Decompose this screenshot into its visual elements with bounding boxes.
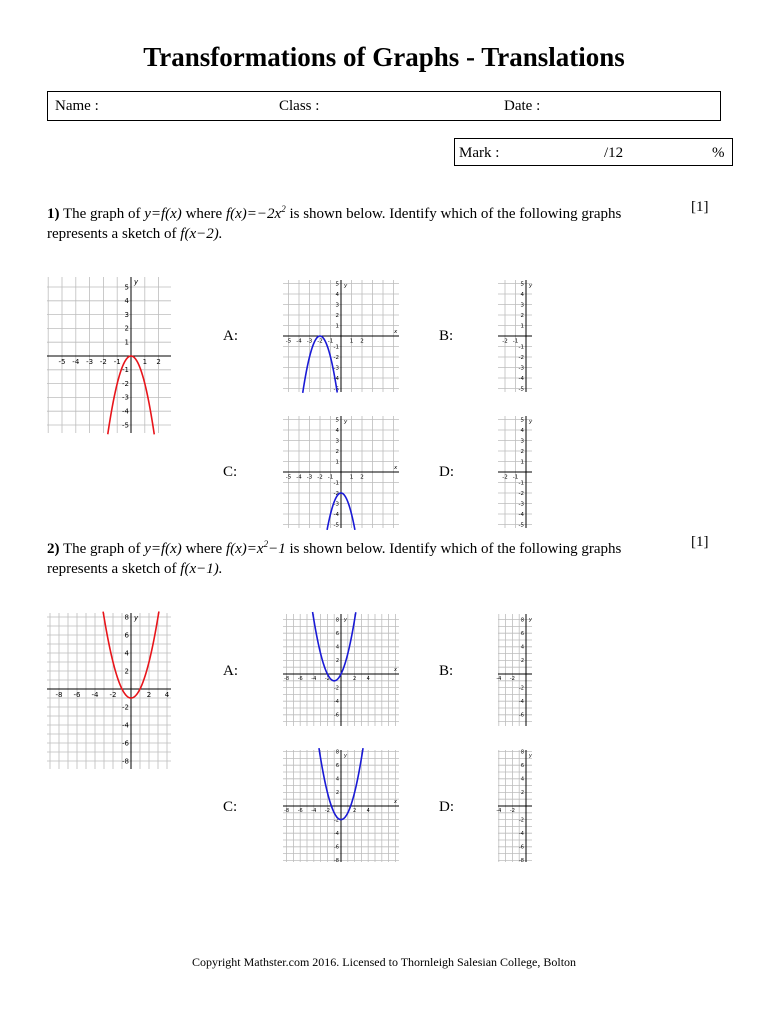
question-text: The graph of	[62, 206, 141, 222]
q1-option-c-graph[interactable]	[283, 416, 399, 528]
y-tick-label: 4	[520, 291, 524, 298]
y-tick-label: 8	[520, 749, 524, 756]
y-tick-label: -4	[333, 375, 339, 382]
equation: $f(x)=x^2-1$	[225, 539, 286, 557]
x-tick-label: -2	[324, 808, 330, 814]
x-tick-label: -5	[58, 358, 66, 366]
y-tick-label: -6	[334, 712, 339, 719]
option-b-label[interactable]: B:	[439, 663, 454, 679]
y-axis-label: y	[344, 283, 348, 289]
x-tick-label: -3	[86, 358, 94, 366]
question-number: 1)	[47, 206, 60, 222]
equation: $f(x)=-2x^2$	[225, 204, 286, 222]
equation: y=f(x)	[144, 541, 182, 557]
y-tick-label: -2	[333, 490, 339, 497]
y-tick-label: 3	[335, 438, 339, 445]
y-tick-label: 8	[124, 613, 129, 622]
y-tick-label: 2	[124, 667, 129, 676]
y-tick-label: -2	[122, 379, 129, 388]
y-tick-label: -2	[518, 490, 524, 497]
x-tick-label: -4	[311, 808, 317, 814]
y-tick-label: -4	[334, 698, 339, 705]
q1-given-graph	[47, 277, 171, 433]
x-tick-label: -2	[109, 691, 117, 699]
copyright-footer: Copyright Mathster.com 2016. Licensed to Thornleigh Salesian College, Bolton	[191, 955, 577, 969]
question-number: 2)	[47, 541, 60, 557]
x-tick-label: -4	[72, 358, 80, 366]
y-tick-label: -8	[334, 858, 339, 865]
equation: f(x−2).	[180, 226, 223, 242]
y-axis-label: y	[529, 419, 533, 425]
y-tick-label: 3	[520, 302, 524, 309]
y-tick-label: 4	[335, 291, 339, 298]
y-tick-label: 2	[520, 312, 524, 319]
y-tick-label: -2	[519, 685, 524, 692]
option-c-label[interactable]: C:	[223, 464, 238, 480]
y-tick-label: -8	[122, 757, 129, 766]
question-1-marks: [1]	[691, 199, 709, 215]
y-tick-label: 3	[124, 310, 129, 319]
y-tick-label: 4	[520, 644, 524, 651]
class-label: Class :	[279, 98, 320, 114]
option-a-label[interactable]: A:	[223, 328, 238, 344]
x-tick-label: -2	[509, 808, 515, 814]
x-tick-label: -5	[285, 474, 292, 481]
x-tick-label: 2	[360, 474, 364, 481]
y-tick-label: -5	[518, 522, 524, 529]
y-tick-label: -4	[122, 407, 129, 416]
y-tick-label: 4	[335, 644, 339, 651]
y-tick-label: 1	[335, 323, 339, 330]
y-tick-label: 4	[520, 776, 524, 783]
y-tick-label: -6	[519, 712, 524, 719]
question-1-text	[47, 199, 687, 244]
y-tick-label: 2	[520, 658, 524, 665]
x-tick-label: -3	[306, 474, 313, 481]
x-tick-label: -4	[496, 808, 502, 814]
y-tick-label: -4	[518, 511, 524, 518]
x-tick-label: 4	[366, 808, 370, 814]
y-tick-label: 6	[124, 631, 129, 640]
y-tick-label: -3	[122, 393, 129, 402]
y-tick-label: -1	[333, 480, 339, 487]
y-tick-label: 1	[335, 459, 339, 466]
x-tick-label: 2	[353, 808, 357, 814]
x-tick-label: -5	[285, 338, 292, 345]
y-tick-label: 5	[335, 281, 339, 288]
y-tick-label: -4	[518, 375, 524, 382]
x-axis-label: x	[394, 329, 398, 335]
y-tick-label: -2	[334, 685, 339, 692]
y-tick-label: 5	[335, 417, 339, 424]
x-tick-label: -1	[113, 358, 121, 366]
y-tick-label: -2	[519, 817, 524, 824]
x-tick-label: -2	[502, 474, 508, 481]
y-tick-label: -2	[518, 354, 524, 361]
question-text: where	[185, 541, 223, 557]
name-label: Name :	[55, 98, 99, 114]
q1-option-d-graph[interactable]	[498, 416, 532, 528]
x-tick-label: -8	[284, 676, 290, 682]
y-tick-label: 8	[520, 617, 524, 624]
y-tick-label: -4	[519, 698, 524, 705]
y-tick-label: -3	[518, 501, 524, 508]
x-tick-label: 1	[349, 338, 354, 345]
y-axis-label: y	[529, 283, 533, 289]
page-title: Transformations of Graphs - Translations	[143, 42, 625, 72]
y-tick-label: 6	[335, 630, 339, 637]
x-tick-label: -4	[296, 474, 302, 481]
y-tick-label: 4	[124, 649, 129, 658]
y-tick-label: 2	[335, 790, 339, 797]
y-tick-label: -5	[122, 421, 129, 430]
x-tick-label: -2	[509, 676, 515, 682]
y-tick-label: -1	[518, 344, 524, 351]
y-axis-label: y	[134, 278, 139, 286]
y-axis-label: y	[344, 419, 348, 425]
y-tick-label: 6	[520, 630, 524, 637]
x-tick-label: -4	[311, 676, 317, 682]
equation: f(x−1).	[180, 561, 223, 577]
x-axis-label: x	[394, 799, 397, 805]
option-b-label[interactable]: B:	[439, 328, 454, 344]
y-tick-label: 2	[335, 658, 339, 665]
x-tick-label: -4	[91, 691, 99, 699]
y-tick-label: -2	[334, 817, 339, 824]
q2-option-a-graph[interactable]	[283, 614, 399, 726]
x-tick-label: -6	[297, 676, 303, 682]
x-tick-label: -8	[55, 691, 63, 699]
x-tick-label: 2	[353, 676, 357, 682]
x-tick-label: -2	[99, 358, 107, 366]
y-tick-label: -8	[519, 858, 524, 865]
q2-given-graph	[47, 613, 171, 769]
y-tick-label: -5	[333, 386, 339, 393]
x-tick-label: -1	[327, 338, 334, 345]
x-tick-label: -6	[73, 691, 81, 699]
date-label: Date :	[504, 98, 541, 114]
y-tick-label: -4	[333, 511, 339, 518]
x-tick-label: -4	[496, 676, 502, 682]
x-tick-label: -2	[502, 338, 508, 345]
y-tick-label: 2	[335, 312, 339, 319]
y-axis-label: y	[529, 753, 532, 759]
x-tick-label: -1	[512, 474, 519, 481]
y-axis-label: y	[529, 617, 532, 623]
q1-option-a-graph[interactable]	[283, 280, 399, 392]
y-tick-label: 4	[520, 427, 524, 434]
y-tick-label: -4	[519, 830, 524, 837]
question-2-marks: [1]	[691, 534, 709, 550]
y-tick-label: 3	[520, 438, 524, 445]
y-axis-label: y	[134, 614, 139, 622]
question-text: where	[185, 206, 223, 222]
y-tick-label: -5	[518, 386, 524, 393]
y-tick-label: -3	[518, 365, 524, 372]
y-tick-label: 2	[520, 448, 524, 455]
x-tick-label: -1	[327, 474, 334, 481]
y-tick-label: -3	[333, 501, 339, 508]
y-tick-label: 4	[335, 427, 339, 434]
y-tick-label: 8	[335, 617, 339, 624]
y-tick-label: 2	[124, 324, 129, 333]
option-d-label[interactable]: D:	[439, 799, 454, 815]
y-tick-label: -5	[333, 522, 339, 529]
x-tick-label: -4	[296, 338, 302, 345]
x-tick-label: -8	[284, 808, 290, 814]
y-tick-label: -1	[122, 366, 129, 375]
y-tick-label: -6	[334, 844, 339, 851]
x-tick-label: -1	[512, 338, 519, 345]
mark-percent: %	[712, 145, 725, 161]
question-2-text	[47, 534, 687, 579]
y-tick-label: -2	[333, 354, 339, 361]
option-a-label[interactable]: A:	[223, 663, 238, 679]
y-tick-label: 4	[124, 297, 129, 306]
x-tick-label: -3	[306, 338, 313, 345]
y-tick-label: 6	[520, 762, 524, 769]
x-tick-label: -6	[297, 808, 303, 814]
y-axis-label: y	[344, 617, 347, 623]
x-axis-label: x	[394, 465, 398, 471]
y-tick-label: 5	[520, 281, 524, 288]
y-tick-label: 1	[520, 323, 524, 330]
y-axis-label: y	[344, 753, 347, 759]
x-tick-label: 4	[164, 691, 170, 699]
y-tick-label: 1	[124, 338, 129, 347]
y-tick-label: -4	[122, 721, 129, 730]
question-text: is shown below. Identify which of the following graphs	[289, 206, 622, 222]
question-text: represents a sketch of	[47, 226, 177, 242]
x-tick-label: 1	[142, 358, 148, 366]
y-tick-label: 8	[335, 749, 339, 756]
x-tick-label: 4	[366, 676, 370, 682]
x-tick-label: 2	[360, 338, 364, 345]
x-tick-label: -2	[317, 338, 323, 345]
y-tick-label: 5	[520, 417, 524, 424]
mark-box	[454, 138, 733, 166]
y-tick-label: -1	[518, 480, 524, 487]
y-tick-label: 4	[335, 776, 339, 783]
option-d-label[interactable]: D:	[439, 464, 454, 480]
y-tick-label: -3	[333, 365, 339, 372]
y-tick-label: 6	[335, 762, 339, 769]
q2-option-b-graph[interactable]	[498, 614, 532, 726]
x-axis-label: x	[394, 667, 397, 673]
y-tick-label: 1	[520, 459, 524, 466]
question-text: is shown below. Identify which of the following graphs	[289, 541, 622, 557]
x-tick-label: 2	[156, 358, 161, 366]
x-tick-label: 1	[349, 474, 354, 481]
q2-option-c-graph[interactable]	[283, 749, 399, 865]
question-text: represents a sketch of	[47, 561, 177, 577]
y-tick-label: -6	[519, 844, 524, 851]
x-tick-label: 2	[146, 691, 152, 699]
option-c-label[interactable]: C:	[223, 799, 238, 815]
x-tick-label: -2	[317, 474, 323, 481]
question-text: The graph of	[62, 541, 141, 557]
q2-option-d-graph[interactable]	[496, 749, 532, 865]
student-info-box	[47, 91, 721, 121]
y-tick-label: 3	[335, 302, 339, 309]
y-tick-label: 2	[335, 448, 339, 455]
equation: y=f(x)	[144, 206, 182, 222]
y-tick-label: 5	[124, 283, 129, 292]
y-tick-label: -1	[333, 344, 339, 351]
mark-label: Mark :	[459, 145, 500, 161]
x-tick-label: -2	[324, 676, 330, 682]
y-tick-label: 2	[520, 790, 524, 797]
y-tick-label: -2	[122, 703, 129, 712]
y-tick-label: -6	[122, 739, 129, 748]
q1-option-b-graph[interactable]	[498, 280, 532, 392]
y-tick-label: -4	[334, 830, 339, 837]
mark-out-of: /12	[604, 145, 624, 161]
